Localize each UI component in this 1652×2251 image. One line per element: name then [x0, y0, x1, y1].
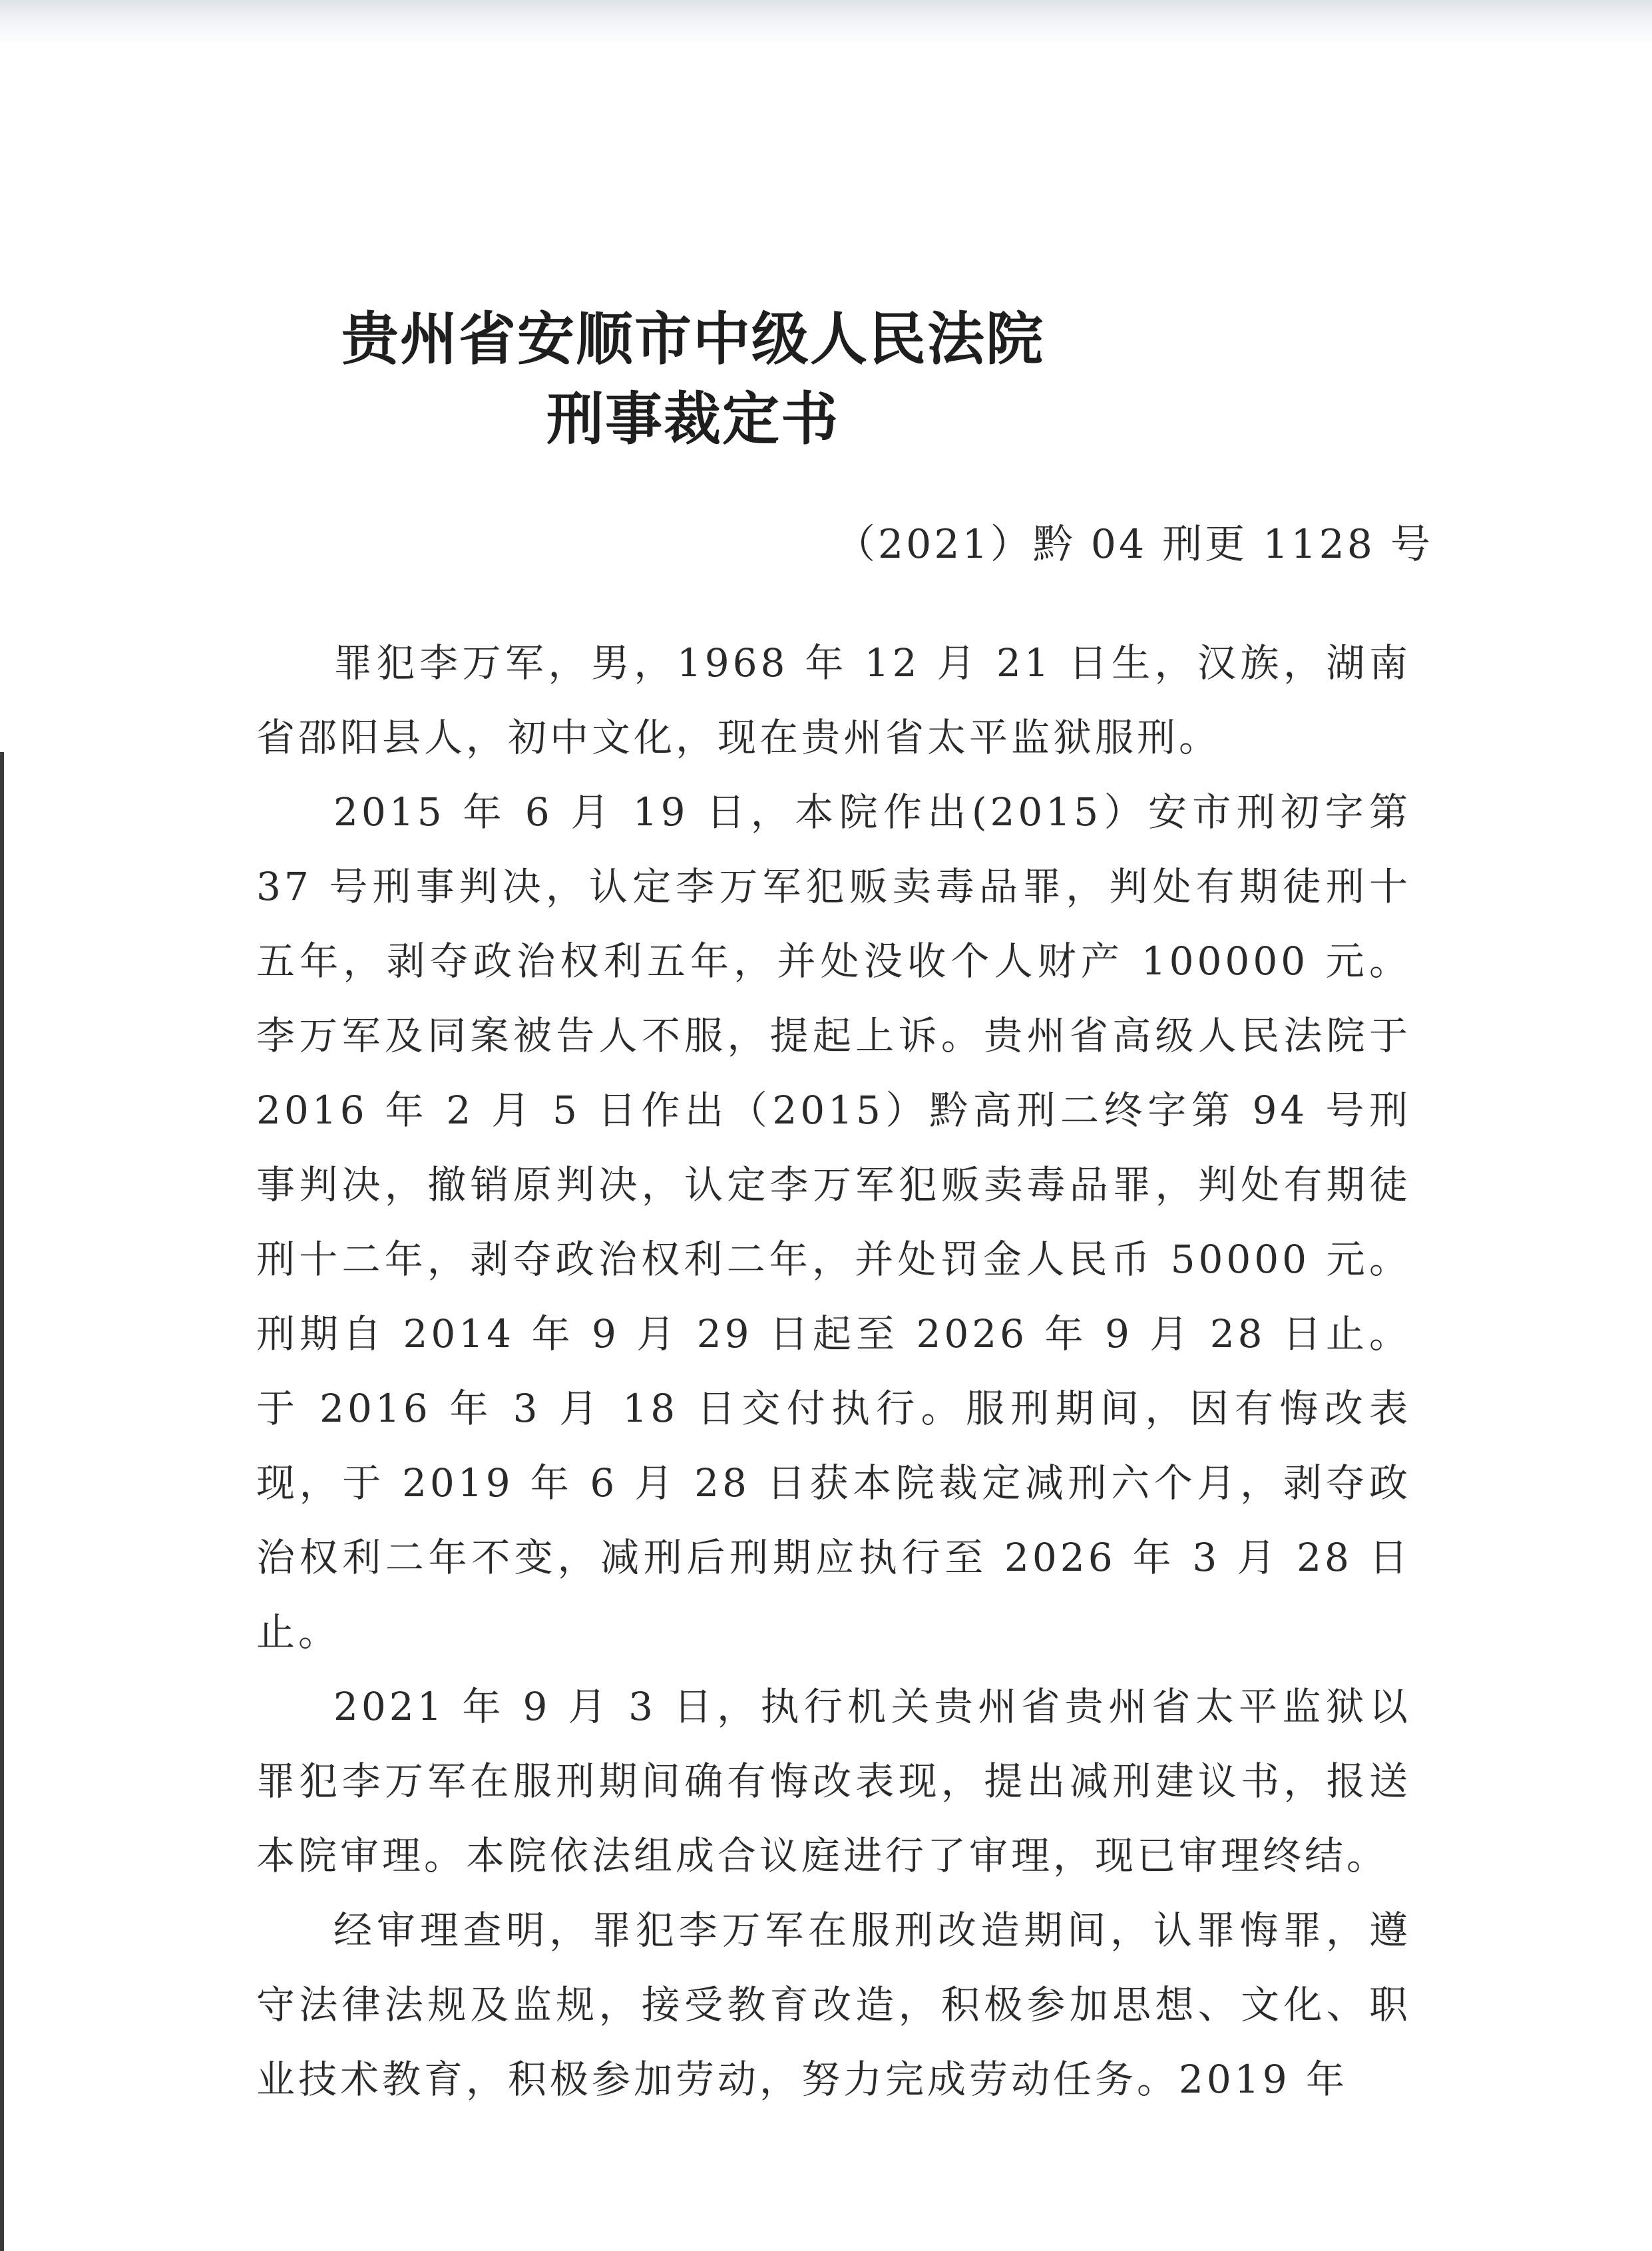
case-number: （2021）黔 04 刑更 1128 号: [835, 521, 1434, 568]
paragraph-findings: 经审理查明，罪犯李万军在服刑改造期间，认罪悔罪，遵守法律法规及监规，接受教育改造，积极参加思想、文化、职业技术教育，积极参加劳动，努力完成劳动任务。2019 年: [256, 1908, 1411, 2102]
document-type-heading: 刑事裁定书: [546, 386, 839, 453]
document-body: [256, 626, 1411, 2117]
paragraph-sentence-history: 2015 年 6 月 19 日，本院作出(2015）安市刑初字第 37 号刑事判决，认定李万军犯贩卖毒品罪，判处有期徒刑十五年，剥夺政治权利五年，并处没收个人财产 100000 元。李万军及同案被告人不服，提起上诉。贵州省高级人民法院于 2016 年 2 月 5 日作出（2015）黔高刑二终字第 94 号刑事判决，撤销原判决，认定李万军犯贩卖毒品罪，判处有期徒刑十二年，剥夺政治权利二年，并处罚金人民币 50000 元。刑期自 2014 年 9 月 29 日起至 2026 年 9 月 28 日止。于 2016 年 3 月 18 日交付执行。服刑期间，因有悔改表现，于 2019 年 6 月 28 日获本院裁定减刑六个月，剥夺政治权利二年不变，减刑后刑期应执行至 2026 年 3 月 28 日止。: [256, 789, 1411, 1655]
paragraph-defendant-info: 罪犯李万军，男，1968 年 12 月 21 日生，汉族，湖南省邵阳县人，初中文化，现在贵州省太平监狱服刑。: [256, 640, 1411, 760]
paragraph-commutation-proposal: 2021 年 9 月 3 日，执行机关贵州省贵州省太平监狱以罪犯李万军在服刑期间确有悔改表现，提出减刑建议书，报送本院审理。本院依法组成合议庭进行了审理，现已审理终结。: [256, 1684, 1411, 1878]
court-name-heading: 贵州省安顺市中级人民法院: [341, 306, 1044, 373]
